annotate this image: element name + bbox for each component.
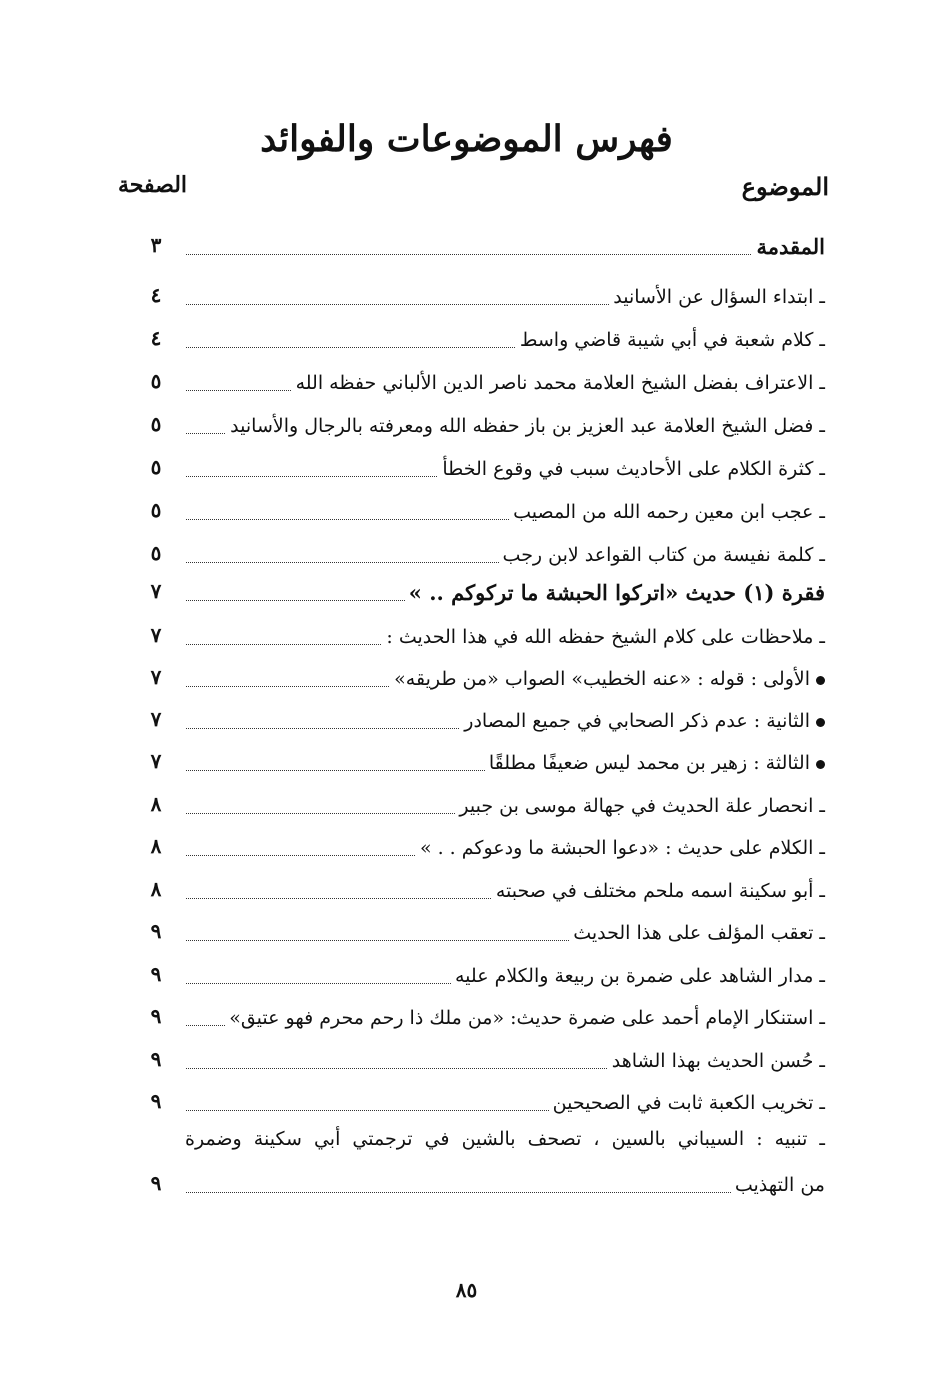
entry-label: ـ كثرة الكلام على الأحاديث سبب في وقوع الخطأ (442, 458, 825, 480)
entry-label: ـ تخريب الكعبة ثابت في الصحيحين (552, 1092, 825, 1114)
index-entry-row (0, 748, 933, 788)
entry-label: ـ حُسن الحديث بهذا الشاهد (611, 1050, 825, 1072)
entry-label: الثانية : عدم ذكر الصحابي في جميع المصادر (464, 710, 810, 732)
index-entry-text (569, 918, 825, 948)
leader-dots (186, 254, 825, 255)
entry-page-number: ٣ (150, 233, 162, 257)
index-entry-text (455, 791, 825, 821)
entry-label: ـ عجب ابن معين رحمه الله من المصيب (513, 501, 825, 523)
entry-label: المقدمة (756, 234, 825, 259)
entry-label: ـ كلام شعبة في أبي شيبة قاضي واسط (519, 329, 825, 351)
entry-page-number: ٩ (150, 962, 162, 986)
note-entry-line1: ـ تنبيه : السيباني بالسين ، تصحف بالشين في ترجمتي أبي سكينة وضمرة (185, 1128, 825, 1150)
entry-page-number: ٥ (150, 498, 162, 522)
index-entry-row (0, 664, 933, 704)
index-entry-row (0, 1046, 933, 1086)
entry-page-number: ٤ (150, 283, 162, 307)
index-entry-text (492, 876, 825, 906)
index-entry-row (0, 325, 933, 365)
entry-label: ـ تعقب المؤلف على هذا الحديث (573, 922, 825, 944)
entry-page-number: ٥ (150, 369, 162, 393)
page-column-header: الصفحة (118, 172, 188, 198)
index-entry-row (0, 1003, 933, 1043)
bullet-icon (816, 718, 825, 727)
entry-label: ـ ملاحظات على كلام الشيخ حفظه الله في هذا الحديث : (386, 626, 825, 648)
bullet-icon (816, 760, 825, 769)
leader-dots (186, 1192, 825, 1193)
index-entry-text (382, 622, 825, 652)
index-entry-text (460, 706, 825, 736)
index-entry-row (0, 232, 933, 272)
index-entry-row (0, 497, 933, 537)
page-number: ٨٥ (455, 1278, 478, 1302)
entry-page-number: ٩ (150, 1047, 162, 1071)
entry-page-number: ٥ (150, 541, 162, 565)
index-entry-text (416, 833, 825, 863)
entry-label: فقرة (١) حديث «اتركوا الحبشة ما تركوكم .. » (408, 580, 825, 605)
index-entry-text (390, 664, 825, 694)
entry-page-number: ٨ (150, 792, 162, 816)
bullet-icon (816, 676, 825, 685)
entry-label: الثالثة : زهير بن محمد ليس ضعيفًا مطلقًا (488, 752, 810, 774)
index-entry-row (0, 1088, 933, 1128)
index-entry-text (226, 411, 825, 441)
section-heading (752, 232, 825, 262)
index-entry-row (0, 540, 933, 580)
entry-page-number: ٥ (150, 455, 162, 479)
entry-page-number: ٩ (150, 1004, 162, 1028)
index-entry-row (0, 961, 933, 1001)
entry-page-number: ٨ (150, 877, 162, 901)
index-entry-row (0, 622, 933, 662)
entry-page-number: ٧ (150, 749, 162, 773)
entry-page-number: ٥ (150, 412, 162, 436)
index-entry-row (0, 706, 933, 746)
index-entry-text (499, 540, 825, 570)
topic-column-header: الموضوع (741, 172, 829, 201)
entry-label: ـ فضل الشيخ العلامة عبد العزيز بن باز حفظه الله ومعرفته بالرجال والأسانيد (230, 415, 825, 437)
index-entry-text (225, 1003, 825, 1033)
entry-label: ـ الكلام على حديث : «دعوا الحبشة ما ودعوكم . . » (419, 837, 825, 859)
index-entry-text (608, 1046, 825, 1076)
index-entry-row (0, 454, 933, 494)
entry-label: ـ استنكار الإمام أحمد على ضمرة حديث: «من ملك ذا رحم محرم فهو عتيق» (229, 1007, 825, 1029)
note-entry-line2-row (0, 1170, 933, 1210)
index-entry-text (516, 325, 825, 355)
entry-page-number: ٧ (150, 579, 162, 603)
index-entry-row (0, 833, 933, 873)
entry-page-number: ٩ (150, 1089, 162, 1113)
index-entry-row (0, 578, 933, 618)
entry-label: ـ انحصار علة الحديث في جهالة موسى بن جبير (459, 795, 825, 817)
index-entry-text (609, 282, 825, 312)
entry-page-number: ٩ (150, 1171, 162, 1195)
index-entry-row (0, 791, 933, 831)
index-entry-text (485, 748, 825, 778)
index-entry-row (0, 368, 933, 408)
index-entry-row (0, 918, 933, 958)
entry-page-number: ٨ (150, 834, 162, 858)
index-entry-text (438, 454, 825, 484)
note-entry-line2: من التهذيب (731, 1170, 825, 1200)
index-entry-row (0, 282, 933, 322)
entry-label: ـ مدار الشاهد على ضمرة بن ربيعة والكلام عليه (455, 965, 825, 987)
entry-label: ـ ابتداء السؤال عن الأسانيد (613, 286, 825, 308)
entry-page-number: ٧ (150, 707, 162, 731)
index-entry-text (509, 497, 825, 527)
index-entry-row (0, 411, 933, 451)
entry-page-number: ٩ (150, 919, 162, 943)
entry-label: الأولى : قوله : «عنه الخطيب» الصواب «من طريقه» (394, 668, 810, 690)
entry-page-number: ٤ (150, 326, 162, 350)
entry-label: ـ أبو سكينة اسمه ملحم مختلف في صحبته (495, 880, 825, 902)
section-heading (405, 578, 825, 608)
index-entry-text (292, 368, 825, 398)
entry-label: ـ كلمة نفيسة من كتاب القواعد لابن رجب (502, 544, 825, 566)
entry-page-number: ٧ (150, 665, 162, 689)
index-entry-text (549, 1088, 825, 1118)
page-title: فهرس الموضوعات والفوائد (260, 118, 673, 160)
entry-page-number: ٧ (150, 623, 162, 647)
entry-label: ـ الاعتراف بفضل الشيخ العلامة محمد ناصر الدين الألباني حفظه الله (295, 372, 825, 394)
index-entry-row (0, 876, 933, 916)
index-entry-text (451, 961, 825, 991)
